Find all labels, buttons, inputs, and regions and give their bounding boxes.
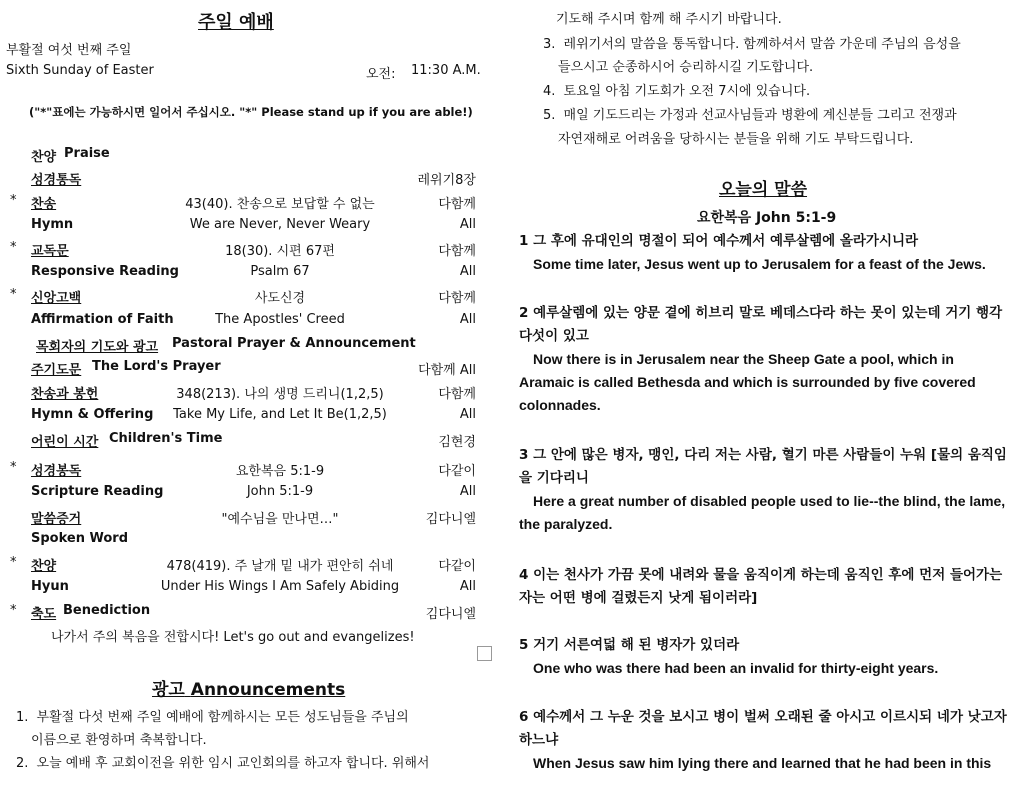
children-who: 김현경 xyxy=(438,435,476,450)
verse-en: Now there is in Jerusalem near the Sheep Gate a pool, which in Aramaic is called Bethesda and which is surrounded by five covered colonnades. xyxy=(519,351,976,413)
lords-prayer-en: The Lord's Prayer xyxy=(92,359,221,374)
creed-en-label: Affirmation of Faith xyxy=(31,312,174,327)
creed-en-title: The Apostles' Creed xyxy=(215,312,345,327)
resp-ko-title: 18(30). 시편 67편 xyxy=(225,244,335,259)
subtitle-en: Sixth Sunday of Easter xyxy=(6,63,154,78)
benediction-ko: 축도 xyxy=(31,607,57,622)
prayer-number: 3. xyxy=(543,37,556,52)
time-value: 11:30 A.M. xyxy=(411,63,481,78)
stand-star: * xyxy=(10,240,17,255)
creed-en-who: All xyxy=(459,312,476,327)
worship-column xyxy=(0,0,500,795)
verse-ko: 5 거기 서른여덟 해 된 병자가 있더라 xyxy=(519,637,740,653)
resp-en-who: All xyxy=(459,264,476,279)
prayer-number: 5. xyxy=(543,108,556,123)
verse-en: When Jesus saw him lying there and learned that he had been in this xyxy=(533,755,992,771)
benediction-who: 김다니엘 xyxy=(425,607,476,622)
stand-star: * xyxy=(10,287,17,302)
resp-ko-who: 다함께 xyxy=(438,244,476,259)
prayer-line: 들으시고 순종하시어 승리하시길 기도합니다. xyxy=(558,60,814,75)
order-resp-ko xyxy=(0,240,500,262)
verse-block xyxy=(519,706,1007,775)
praise-en: Praise xyxy=(64,146,110,161)
creed-ko-label: 신앙고백 xyxy=(31,291,82,306)
praise2-ko-who: 다같이 xyxy=(438,559,476,574)
hymn-en-label: Hymn xyxy=(31,217,74,232)
order-lords-prayer xyxy=(0,359,500,381)
subtitle-ko: 부활절 여섯 번째 주일 xyxy=(6,43,132,58)
order-offer-en xyxy=(0,407,500,429)
praise2-ko-title: 478(419). 주 날개 밑 내가 편안히 쉬네 xyxy=(166,559,394,574)
benediction-en: Benediction xyxy=(63,603,151,618)
hymn-ko-title: 43(40). 찬송으로 보답할 수 없는 xyxy=(185,197,375,212)
prayer-line: 매일 기도드리는 가정과 선교사님들과 병환에 계신분들 그리고 전쟁과 xyxy=(563,108,957,123)
stand-star: * xyxy=(10,460,17,475)
order-pastoral xyxy=(0,336,500,358)
sermon-ko-label: 말씀증거 xyxy=(31,512,82,527)
announcements-title-en: Announcements xyxy=(190,680,346,700)
order-sermon-ko xyxy=(0,508,500,530)
creed-ko-who: 다함께 xyxy=(438,291,476,306)
stand-star: * xyxy=(10,555,17,570)
prayer-item xyxy=(543,33,961,52)
order-praise2-en xyxy=(0,579,500,601)
order-script-en xyxy=(0,484,500,506)
word-column xyxy=(510,0,1020,795)
hymn-ko-label: 찬송 xyxy=(31,197,57,212)
children-ko: 어린이 시간 xyxy=(31,435,99,450)
scripture-read-ref: 레위기8장 xyxy=(417,173,476,188)
prayer-line: 레위기서의 말씀을 통독합니다. 함께하셔서 말씀 가운데 주님의 음성을 xyxy=(563,37,961,52)
order-sermon-en xyxy=(0,531,500,553)
closing-line: 나가서 주의 복음을 전합시다! Let's go out and evangelizes! xyxy=(51,630,415,645)
verse-ko: 3 그 안에 많은 병자, 맹인, 다리 저는 사람, 혈기 마른 사람들이 누워 [물의 움직임을 기다리니 xyxy=(519,447,1007,486)
announcements-title xyxy=(152,675,345,700)
word-title: 오늘의 말씀 xyxy=(719,180,808,200)
praise2-en-title: Under His Wings I Am Safely Abiding xyxy=(160,579,400,594)
verse-ko: 2 예루살렘에 있는 양문 곁에 히브리 말로 베데스다라 하는 못이 있는데 거기 행각 다섯이 있고 xyxy=(519,305,1003,344)
verse-block xyxy=(519,564,1007,610)
order-offer-ko xyxy=(0,383,500,405)
order-benediction xyxy=(0,603,500,625)
announcement-line: 부활절 다섯 번째 주일 예배에 함께하시는 모든 성도님들을 주님의 xyxy=(36,710,409,725)
prayer-number: 4. xyxy=(543,84,556,99)
lords-prayer-ko: 주기도문 xyxy=(31,363,82,378)
order-praise2-ko xyxy=(0,555,500,577)
script-ko-title: 요한복음 5:1-9 xyxy=(235,464,325,479)
sermon-ko-who: 김다니엘 xyxy=(425,512,476,527)
verse-block xyxy=(519,634,1007,680)
order-resp-en xyxy=(0,264,500,286)
resp-ko-label: 교독문 xyxy=(31,244,69,259)
hymn-ko-who: 다함께 xyxy=(438,197,476,212)
order-hymn-ko xyxy=(0,193,500,215)
worship-title: 주일 예배 xyxy=(198,12,274,33)
order-praise xyxy=(0,146,500,168)
pastoral-en: Pastoral Prayer & Announcement xyxy=(172,336,416,351)
offer-ko-label: 찬송과 봉헌 xyxy=(31,387,99,402)
sermon-ko-title: "예수님을 만나면…" xyxy=(221,512,339,527)
resp-en-title: Psalm 67 xyxy=(250,264,310,279)
prayer-line: 자연재해로 어려움을 당하시는 분들을 위해 기도 부탁드립니다. xyxy=(558,132,914,147)
verse-block xyxy=(519,444,1007,536)
order-creed-ko xyxy=(0,287,500,309)
prayer-continuation: 기도해 주시며 함께 해 주시기 바랍니다. xyxy=(556,12,782,27)
verse-en: Here a great number of disabled people used to lie--the blind, the lame, the paralyzed. xyxy=(519,493,1006,532)
verse-ko: 1 그 후에 유대인의 명절이 되어 예수께서 예루살렘에 올라가시니라 xyxy=(519,233,919,249)
announcement-number: 2. xyxy=(16,756,29,771)
prayer-item xyxy=(543,104,957,123)
announcement-item xyxy=(16,752,430,771)
children-en: Children's Time xyxy=(109,431,223,446)
hymn-en-who: All xyxy=(459,217,476,232)
prayer-line: 토요일 아침 기도회가 오전 7시에 있습니다. xyxy=(563,84,811,99)
announcements-title-ko: 광고 xyxy=(152,680,185,700)
time-label: 오전: xyxy=(366,67,396,82)
stand-star: * xyxy=(10,193,17,208)
offer-en-who: All xyxy=(459,407,476,422)
prayer-item xyxy=(543,80,810,99)
order-hymn-en xyxy=(0,217,500,239)
verse-en: Some time later, Jesus went up to Jerusalem for a feast of the Jews. xyxy=(533,256,986,272)
resp-en-label: Responsive Reading xyxy=(31,264,179,279)
praise2-en-label: Hyun xyxy=(31,579,69,594)
order-children xyxy=(0,431,500,453)
hymn-en-title: We are Never, Never Weary xyxy=(189,217,371,232)
order-script-ko xyxy=(0,460,500,482)
praise2-ko-label: 찬양 xyxy=(31,559,57,574)
lords-prayer-who: 다함께 All xyxy=(418,363,476,378)
offer-en-label: Hymn & Offering xyxy=(31,407,154,422)
script-en-title: John 5:1-9 xyxy=(246,484,314,499)
announcement-number: 1. xyxy=(16,710,29,725)
checkbox[interactable] xyxy=(477,646,492,661)
sermon-en-label: Spoken Word xyxy=(31,531,129,546)
praise-ko: 찬양 xyxy=(31,150,57,165)
script-ko-label: 성경봉독 xyxy=(31,464,82,479)
stand-note: ("*"표에는 가능하시면 일어서 주십시오. "*" Please stand up if you are able!) xyxy=(29,105,473,119)
pastoral-ko: 목회자의 기도와 광고 xyxy=(36,340,159,355)
announcement-line: 오늘 예배 후 교회이전을 위한 임시 교인회의를 하고자 합니다. 위해서 xyxy=(36,756,430,771)
verse-ko: 4 이는 천사가 가끔 못에 내려와 물을 움직이게 하는데 움직인 후에 먼저 들어가는 자는 어떤 병에 걸렸든지 낫게 됨이러라] xyxy=(519,567,1003,606)
offer-ko-who: 다함께 xyxy=(438,387,476,402)
offer-ko-title: 348(213). 나의 생명 드리니(1,2,5) xyxy=(176,387,384,402)
script-en-who: All xyxy=(459,484,476,499)
script-en-label: Scripture Reading xyxy=(31,484,164,499)
announcement-item xyxy=(16,706,409,725)
stand-star: * xyxy=(10,603,17,618)
verse-block xyxy=(519,302,1007,417)
verse-ko: 6 예수께서 그 누운 것을 보시고 병이 벌써 오래된 줄 아시고 이르시되 네가 낫고자 하느냐 xyxy=(519,709,1007,748)
verse-en: One who was there had been an invalid for thirty-eight years. xyxy=(533,660,939,676)
verse-block xyxy=(519,230,1007,276)
word-reference: 요한복음 John 5:1-9 xyxy=(697,210,837,226)
announcement-line: 이름으로 환영하며 축복합니다. xyxy=(31,733,207,748)
script-ko-who: 다같이 xyxy=(438,464,476,479)
creed-ko-title: 사도신경 xyxy=(254,291,306,306)
offer-en-title: Take My Life, and Let It Be(1,2,5) xyxy=(173,407,387,422)
praise2-en-who: All xyxy=(459,579,476,594)
order-scripture-read xyxy=(0,169,500,191)
scripture-read-label: 성경통독 xyxy=(31,173,82,188)
order-creed-en xyxy=(0,312,500,334)
